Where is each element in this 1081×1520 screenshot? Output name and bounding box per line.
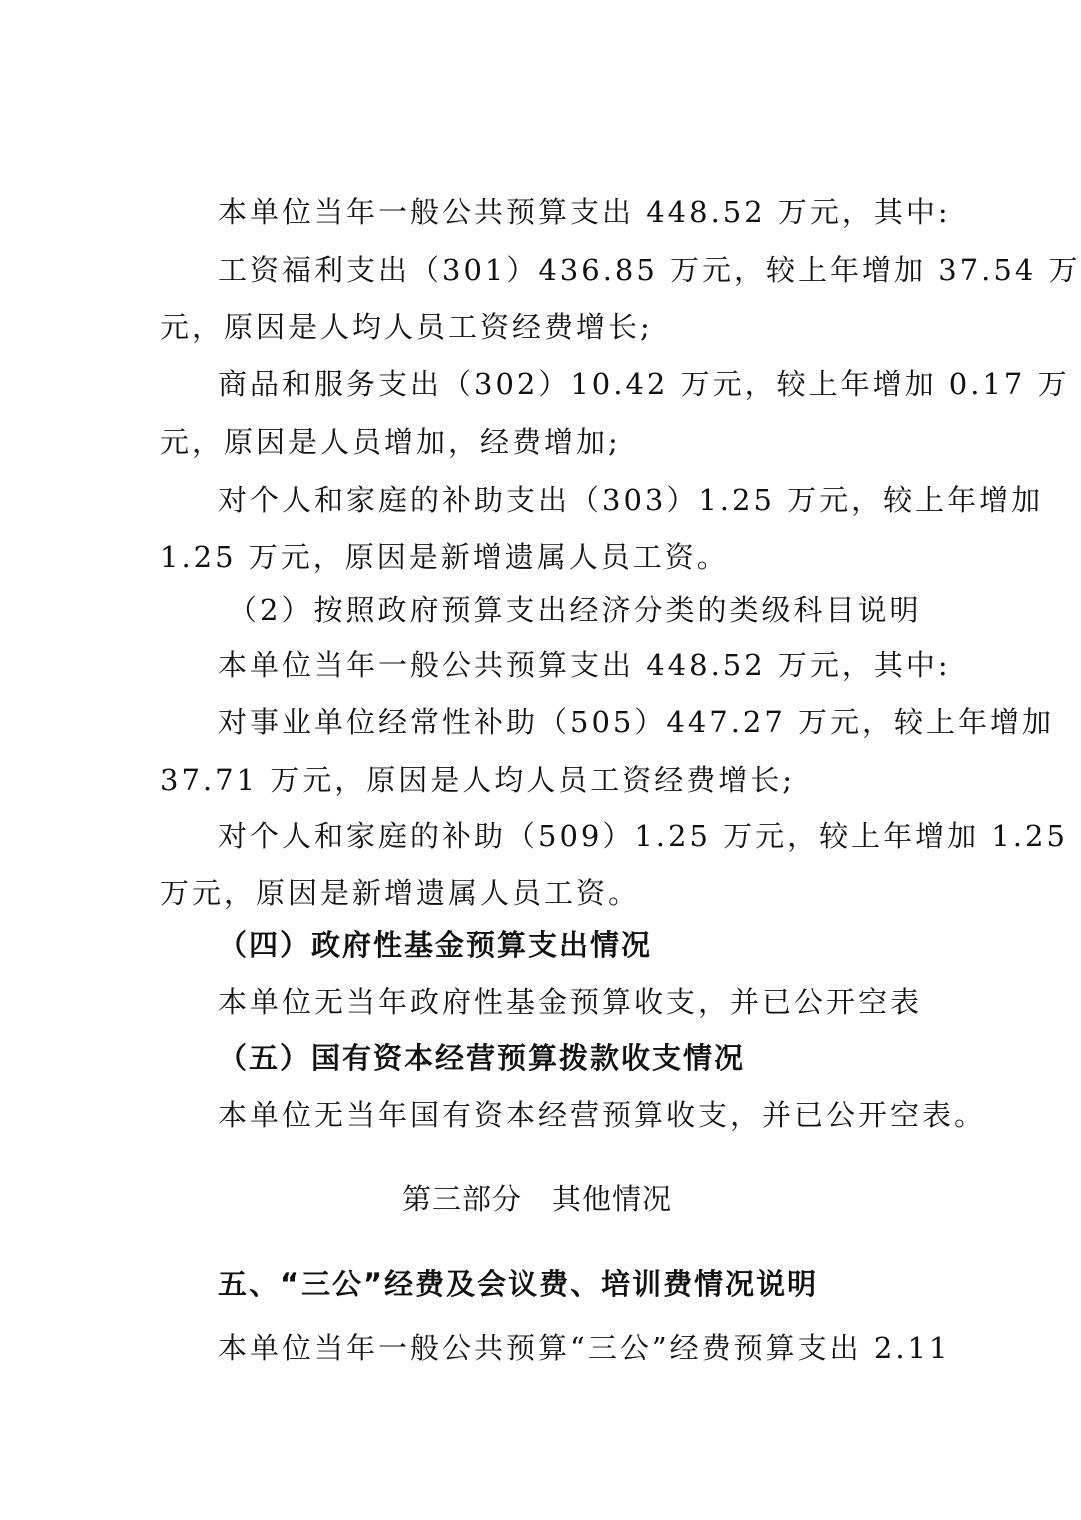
section-heading-five: （五）国有资本经营预算拨款收支情况 xyxy=(218,1041,746,1075)
paragraph-line: 对个人和家庭的补助支出（303）1.25 万元，较上年增加 xyxy=(218,483,1044,517)
subsection-heading: （2）按照政府预算支出经济分类的类级科目说明 xyxy=(228,593,922,627)
paragraph-line: 工资福利支出（301）436.85 万元，较上年增加 37.54 万 xyxy=(218,253,1081,287)
paragraph-line: 37.71 万元，原因是人均人员工资经费增长; xyxy=(160,763,796,797)
paragraph-line: 本单位无当年政府性基金预算收支，并已公开空表 xyxy=(218,985,923,1019)
paragraph-line: 对个人和家庭的补助（509）1.25 万元，较上年增加 1.25 xyxy=(218,819,1068,853)
paragraph-line: 本单位当年一般公共预算“三公”经费预算支出 2.11 xyxy=(218,1331,951,1365)
paragraph-line: 万元，原因是新增遗属人员工资。 xyxy=(160,876,641,910)
paragraph-line: 元，原因是人均人员工资经费增长; xyxy=(160,310,653,344)
part-three-title: 第三部分 其他情况 xyxy=(401,1182,672,1216)
paragraph-line: 本单位无当年国有资本经营预算收支，并已公开空表。 xyxy=(218,1098,987,1132)
paragraph-line: 1.25 万元，原因是新增遗属人员工资。 xyxy=(160,540,729,574)
paragraph-line: 本单位当年一般公共预算支出 448.52 万元，其中: xyxy=(218,195,951,229)
paragraph-line: 本单位当年一般公共预算支出 448.52 万元，其中: xyxy=(218,648,951,682)
section-heading-three-public: 五、“三公”经费及会议费、培训费情况说明 xyxy=(218,1267,819,1301)
paragraph-line: 元，原因是人员增加，经费增加; xyxy=(160,425,621,459)
paragraph-line: 商品和服务支出（302）10.42 万元，较上年增加 0.17 万 xyxy=(218,367,1070,401)
paragraph-line: 对事业单位经常性补助（505）447.27 万元，较上年增加 xyxy=(218,705,1055,739)
section-heading-four: （四）政府性基金预算支出情况 xyxy=(218,928,653,962)
